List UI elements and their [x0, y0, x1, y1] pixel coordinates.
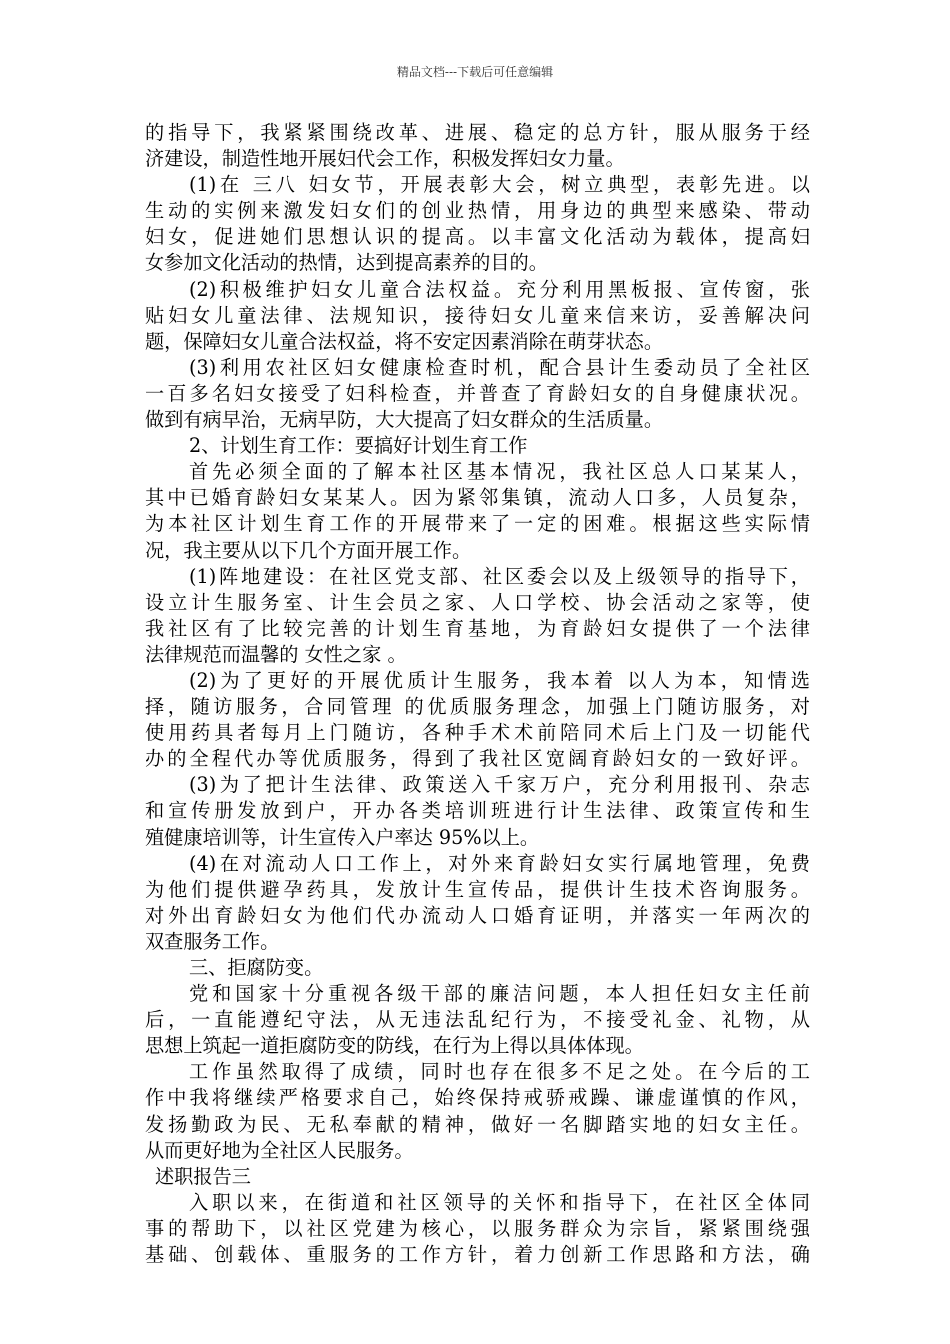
text-line: 为他们提供避孕药具，发放计生宣传品，提供计生技术咨询服务。	[145, 877, 810, 901]
text-line: 使用药具者每月上门随访，各种手术术前陪同术后上门及一切能代	[145, 721, 810, 745]
text-line: 双查服务工作。	[145, 929, 280, 953]
text-line: (2)积极维护妇女儿童合法权益。充分利用黑板报、宣传窗，张	[189, 277, 810, 301]
text-line: 2、计划生育工作：要搞好计划生育工作	[189, 434, 528, 458]
text-line: 做到有病早治，无病早防，大大提高了妇女群众的生活质量。	[145, 408, 664, 432]
text-line: 我社区有了比较完善的计划生育基地，为育龄妇女提供了一个法律	[145, 616, 810, 640]
text-line: 的指导下，我紧紧围绕改革、进展、稳定的总方针，服从服务于经	[145, 121, 810, 144]
text-line: 述职报告三	[155, 1164, 251, 1188]
text-line: 和宣传册发放到户，开办各类培训班进行计生法律、政策宣传和生	[145, 799, 810, 823]
text-line: 基础、创载体、重服务的工作方针，着力创新工作思路和方法，确	[145, 1243, 810, 1267]
text-line: (2)为了更好的开展优质计生服务，我本着 以人为本，知情选	[189, 668, 810, 692]
text-line: 殖健康培训等，计生宣传入户率达 95%以上。	[145, 825, 540, 849]
text-line: 题，保障妇女儿童合法权益，将不安定因素消除在萌芽状态。	[145, 329, 664, 353]
text-line: 妇女，促进她们思想认识的提高。以丰富文化活动为载体，提高妇	[145, 225, 810, 249]
text-line: 从而更好地为全社区人民服务。	[145, 1138, 414, 1162]
text-line: 首先必须全面的了解本社区基本情况，我社区总人口某某人，	[189, 460, 810, 484]
text-line: 对外出育龄妇女为他们代办流动人口婚育证明，并落实一年两次的	[145, 903, 810, 927]
text-line: (1)在 三八 妇女节，开展表彰大会，树立典型，表彰先进。以	[189, 173, 810, 197]
document-body	[145, 120, 810, 1268]
text-line: 贴妇女儿童法律、法规知识，接待妇女儿童来信来访，妥善解决问	[145, 303, 810, 327]
text-line: 入职以来，在街道和社区领导的关怀和指导下，在社区全体同	[189, 1190, 810, 1214]
text-line: 为本社区计划生育工作的开展带来了一定的困难。根据这些实际情	[145, 512, 810, 536]
text-line: 法律规范而温馨的 女性之家 。	[145, 642, 407, 666]
text-line: 工作虽然取得了成绩，同时也存在很多不足之处。在今后的工	[189, 1060, 810, 1084]
text-line: (3)为了把计生法律、政策送入千家万户，充分利用报刊、杂志	[189, 773, 810, 797]
text-line: 事的帮助下，以社区党建为核心，以服务群众为宗旨，紧紧围绕强	[145, 1216, 810, 1240]
text-line: 思想上筑起一道拒腐防变的防线，在行为上得以具体体现。	[145, 1034, 644, 1058]
text-line: 生动的实例来激发妇女们的创业热情，用身边的典型来感染、带动	[145, 199, 810, 223]
text-line: 女参加文化活动的热情，达到提高素养的目的。	[145, 251, 548, 275]
text-line: (3)利用农社区妇女健康检查时机，配合县计生委动员了全社区	[189, 355, 810, 379]
text-line: 三、拒腐防变。	[189, 956, 324, 979]
text-line: 设立计生服务室、计生会员之家、人口学校、协会活动之家等，使	[145, 590, 810, 614]
text-line: 择，随访服务，合同管理 的优质服务理念，加强上门随访服务，对	[145, 695, 810, 719]
text-line: 后，一直能遵纪守法，从无违法乱纪行为，不接受礼金、礼物，从	[145, 1008, 810, 1032]
text-line: 作中我将继续严格要求自己，始终保持戒骄戒躁、谦虚谨慎的作风，	[145, 1086, 810, 1110]
text-line: 济建设，制造性地开展妇代会工作，积极发挥妇女力量。	[145, 147, 625, 171]
text-line: 况，我主要从以下几个方面开展工作。	[145, 538, 472, 562]
page-header: 精品文档---下载后可任意编辑	[396, 65, 554, 79]
text-line: 党和国家十分重视各级干部的廉洁问题，本人担任妇女主任前	[189, 982, 810, 1006]
text-line: (4)在对流动人口工作上，对外来育龄妇女实行属地管理，免费	[189, 851, 810, 875]
text-line: 发扬勤政为民、无私奉献的精神，做好一名脚踏实地的妇女主任。	[145, 1112, 810, 1136]
text-line: 办的全程代办等优质服务，得到了我社区宽阔育龄妇女的一致好评。	[145, 747, 810, 771]
text-line: 其中已婚育龄妇女某某人。因为紧邻集镇，流动人口多，人员复杂，	[145, 486, 810, 510]
text-line: (1)阵地建设：在社区党支部、社区委会以及上级领导的指导下，	[189, 564, 810, 588]
text-line: 一百多名妇女接受了妇科检查，并普查了育龄妇女的自身健康状况。	[145, 381, 810, 405]
